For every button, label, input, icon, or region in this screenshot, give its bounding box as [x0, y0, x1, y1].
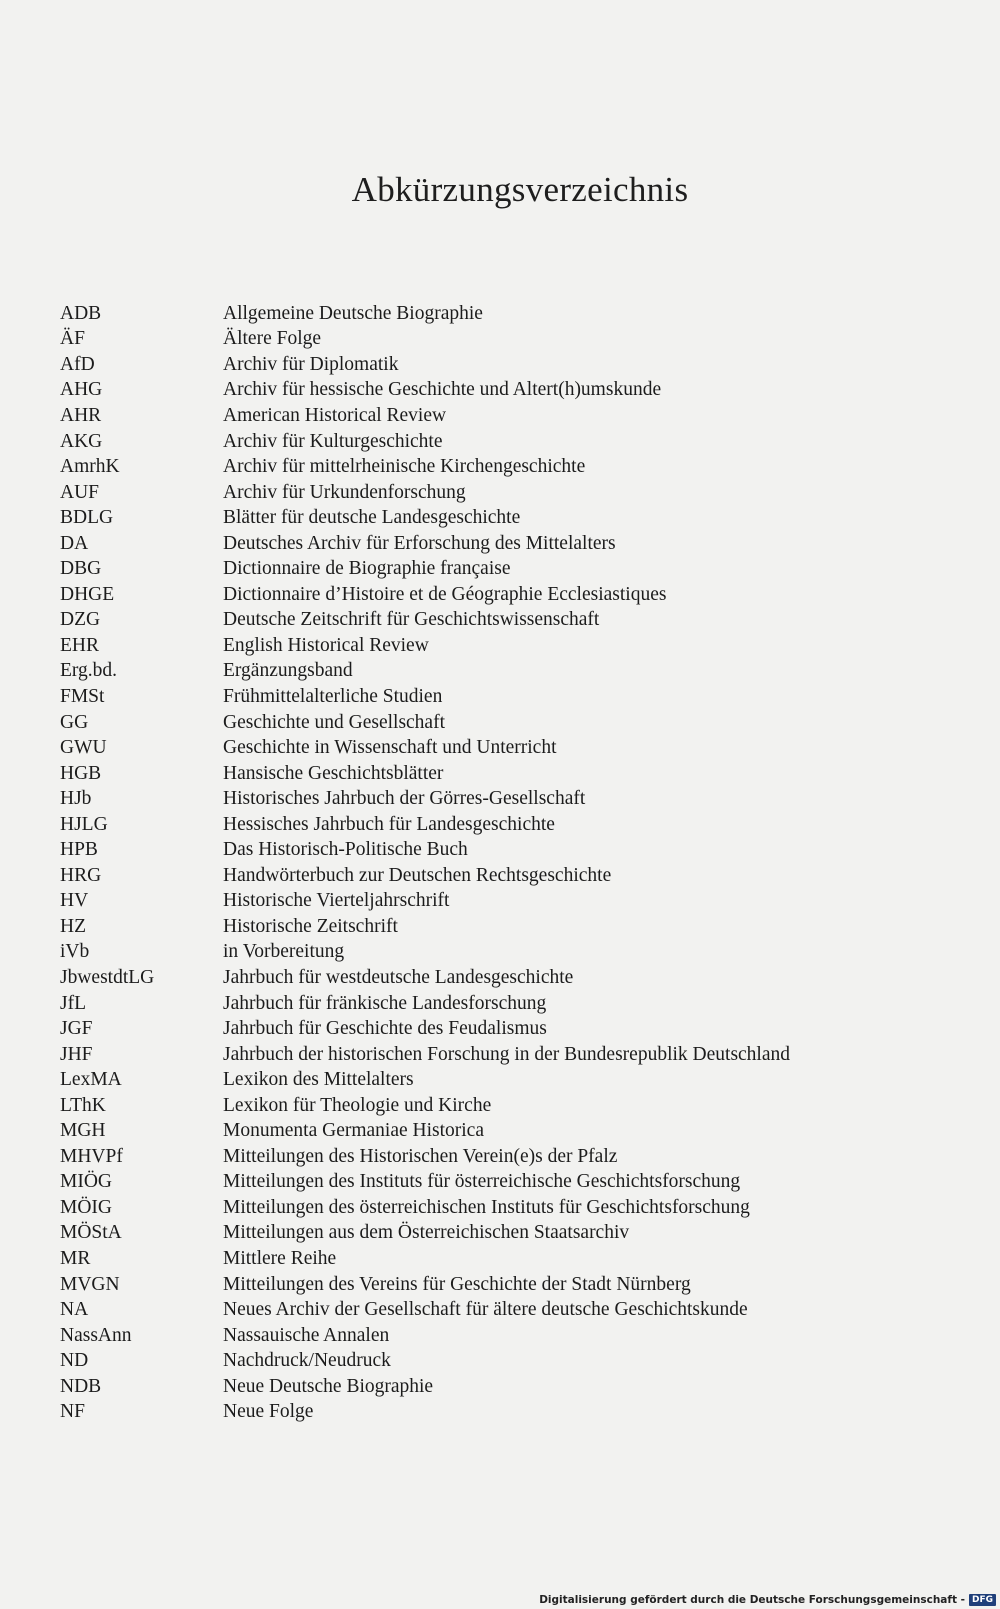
- abbreviation-term: AUF: [60, 481, 100, 503]
- abbreviation-expansion: Neue Folge: [223, 1401, 314, 1423]
- abbreviation-term: AfD: [60, 353, 95, 375]
- abbreviation-entry: [60, 301, 960, 327]
- abbreviation-expansion: Mitteilungen des Instituts für österreichische Geschichtsforschung: [223, 1171, 741, 1193]
- abbreviation-term: DA: [60, 532, 89, 554]
- abbreviation-expansion: Lexikon des Mittelalters: [223, 1069, 414, 1091]
- abbreviation-expansion: in Vorbereitung: [223, 941, 345, 963]
- abbreviation-entry: [60, 914, 960, 940]
- abbreviation-entry: [60, 378, 960, 404]
- abbreviation-term: AHG: [60, 379, 103, 401]
- abbreviation-term: JfL: [60, 992, 86, 1014]
- abbreviation-expansion: Blätter für deutsche Landesgeschichte: [223, 507, 521, 529]
- abbreviation-term: MHVPf: [60, 1145, 123, 1167]
- footer: [539, 1594, 996, 1606]
- abbreviation-term: NF: [60, 1401, 85, 1423]
- abbreviation-entry: [60, 786, 960, 812]
- abbreviation-expansion: Neues Archiv der Gesellschaft für ältere deutsche Geschichtskunde: [223, 1299, 748, 1321]
- abbreviation-entry: [60, 659, 960, 685]
- abbreviation-term: ND: [60, 1350, 89, 1372]
- abbreviation-entry: [60, 1323, 960, 1349]
- abbreviation-expansion: Mitteilungen des österreichischen Instituts für Geschichtsforschung: [223, 1196, 750, 1218]
- dfg-logo: DFG: [969, 1594, 996, 1606]
- abbreviation-entry: [60, 1272, 960, 1298]
- abbreviation-expansion: Dictionnaire de Biographie française: [223, 558, 511, 580]
- abbreviation-expansion: Handwörterbuch zur Deutschen Rechtsgeschichte: [223, 864, 612, 886]
- abbreviation-expansion: Nassauische Annalen: [223, 1324, 390, 1346]
- abbreviation-entry: [60, 735, 960, 761]
- abbreviation-entry: [60, 1093, 960, 1119]
- abbreviation-expansion: Allgemeine Deutsche Biographie: [223, 302, 483, 324]
- abbreviation-entry: [60, 761, 960, 787]
- abbreviation-term: DZG: [60, 609, 101, 631]
- abbreviation-entry: [60, 812, 960, 838]
- abbreviation-expansion: Deutsche Zeitschrift für Geschichtswissenschaft: [223, 609, 600, 631]
- abbreviation-entry: [60, 940, 960, 966]
- abbreviation-expansion: Neue Deutsche Biographie: [223, 1375, 434, 1397]
- abbreviation-entry: [60, 1348, 960, 1374]
- abbreviation-entry: [60, 1170, 960, 1196]
- abbreviation-term: JHF: [60, 1043, 93, 1065]
- abbreviation-entry: [60, 965, 960, 991]
- abbreviation-term: NDB: [60, 1375, 102, 1397]
- abbreviation-term: DHGE: [60, 583, 115, 605]
- abbreviation-expansion: Nachdruck/Neudruck: [223, 1350, 391, 1372]
- abbreviation-term: ADB: [60, 302, 102, 324]
- abbreviation-entry: [60, 710, 960, 736]
- abbreviation-term: EHR: [60, 634, 99, 656]
- abbreviation-expansion: Das Historisch-Politische Buch: [223, 839, 468, 861]
- abbreviation-term: HZ: [60, 915, 86, 937]
- abbreviation-entry: [60, 1221, 960, 1247]
- abbreviation-term: LexMA: [60, 1069, 122, 1091]
- abbreviation-expansion: Geschichte in Wissenschaft und Unterricht: [223, 737, 557, 759]
- abbreviation-entry: [60, 889, 960, 915]
- abbreviation-entry: [60, 556, 960, 582]
- abbreviation-term: HJb: [60, 788, 92, 810]
- abbreviation-expansion: Monumenta Germaniae Historica: [223, 1120, 484, 1142]
- abbreviation-expansion: Historische Vierteljahrschrift: [223, 890, 450, 912]
- abbreviation-entry: [60, 480, 960, 506]
- abbreviation-expansion: Archiv für Kulturgeschichte: [223, 430, 443, 452]
- abbreviation-term: GG: [60, 711, 89, 733]
- abbreviation-expansion: Ergänzungsband: [223, 660, 353, 682]
- abbreviation-entry: [60, 403, 960, 429]
- abbreviation-entry: [60, 1144, 960, 1170]
- abbreviation-term: AKG: [60, 430, 103, 452]
- abbreviation-expansion: Mitteilungen aus dem Österreichischen Staatsarchiv: [223, 1222, 630, 1244]
- abbreviation-entry: [60, 1042, 960, 1068]
- abbreviation-term: FMSt: [60, 685, 105, 707]
- abbreviation-term: MÖStA: [60, 1222, 122, 1244]
- abbreviation-expansion: Geschichte und Gesellschaft: [223, 711, 446, 733]
- abbreviation-entry: [60, 1067, 960, 1093]
- abbreviation-entry: [60, 352, 960, 378]
- abbreviation-term: BDLG: [60, 507, 114, 529]
- abbreviation-term: LThK: [60, 1094, 106, 1116]
- abbreviation-expansion: American Historical Review: [223, 404, 447, 426]
- abbreviation-expansion: Deutsches Archiv für Erforschung des Mittelalters: [223, 532, 616, 554]
- abbreviation-expansion: Archiv für Diplomatik: [223, 353, 399, 375]
- abbreviation-entry: [60, 429, 960, 455]
- abbreviation-term: AmrhK: [60, 456, 120, 478]
- abbreviation-expansion: English Historical Review: [223, 634, 429, 656]
- abbreviation-expansion: Archiv für hessische Geschichte und Altert(h)umskunde: [223, 379, 662, 401]
- abbreviation-entry: [60, 837, 960, 863]
- abbreviation-expansion: Hessisches Jahrbuch für Landesgeschichte: [223, 813, 555, 835]
- abbreviation-term: DBG: [60, 558, 102, 580]
- abbreviation-expansion: Lexikon für Theologie und Kirche: [223, 1094, 492, 1116]
- abbreviation-entry: [60, 505, 960, 531]
- abbreviation-expansion: Archiv für Urkundenforschung: [223, 481, 466, 503]
- abbreviation-expansion: Jahrbuch für Geschichte des Feudalismus: [223, 1018, 547, 1040]
- abbreviation-expansion: Mitteilungen des Historischen Verein(e)s der Pfalz: [223, 1145, 618, 1167]
- abbreviation-list: [60, 301, 960, 1425]
- abbreviation-term: iVb: [60, 941, 90, 963]
- abbreviation-term: MR: [60, 1248, 91, 1269]
- abbreviation-expansion: Historische Zeitschrift: [223, 915, 398, 937]
- abbreviation-entry: [60, 608, 960, 634]
- abbreviation-term: AHR: [60, 404, 102, 426]
- abbreviation-entry: [60, 684, 960, 710]
- abbreviation-expansion: Jahrbuch für fränkische Landesforschung: [223, 992, 547, 1014]
- abbreviation-expansion: Ältere Folge: [223, 328, 322, 350]
- abbreviation-entry: [60, 1016, 960, 1042]
- abbreviation-entry: [60, 1195, 960, 1221]
- abbreviation-entry: [60, 633, 960, 659]
- abbreviation-term: MGH: [60, 1120, 106, 1142]
- abbreviation-entry: [60, 531, 960, 557]
- abbreviation-entry: [60, 991, 960, 1017]
- abbreviation-expansion: Mittlere Reihe: [223, 1248, 337, 1269]
- abbreviation-term: HJLG: [60, 813, 108, 835]
- footer-text: Digitalisierung gefördert durch die Deutsche Forschungsgemeinschaft -: [539, 1594, 965, 1606]
- abbreviation-expansion: Hansische Geschichtsblätter: [223, 762, 444, 784]
- abbreviation-term: MIÖG: [60, 1171, 112, 1193]
- abbreviation-expansion: Dictionnaire d’Histoire et de Géographie Ecclesiastiques: [223, 583, 667, 605]
- abbreviation-term: NA: [60, 1299, 89, 1321]
- abbreviation-entry: [60, 582, 960, 608]
- abbreviation-term: HV: [60, 890, 89, 912]
- abbreviation-term: ÄF: [60, 328, 85, 350]
- abbreviation-entry: [60, 1119, 960, 1145]
- abbreviation-term: HPB: [60, 839, 98, 861]
- abbreviation-entry: [60, 1374, 960, 1400]
- abbreviation-term: MVGN: [60, 1273, 120, 1295]
- abbreviation-entry: [60, 454, 960, 480]
- abbreviation-term: Erg.bd.: [60, 660, 118, 682]
- abbreviation-term: NassAnn: [60, 1324, 132, 1346]
- abbreviation-term: HGB: [60, 762, 102, 784]
- abbreviation-term: MÖIG: [60, 1196, 112, 1218]
- abbreviation-term: JbwestdtLG: [60, 966, 155, 988]
- abbreviation-entry: [60, 1246, 960, 1272]
- page-title: Abkürzungsverzeichnis: [351, 170, 689, 209]
- abbreviation-expansion: Archiv für mittelrheinische Kirchengeschichte: [223, 456, 586, 478]
- abbreviation-entry: [60, 863, 960, 889]
- abbreviation-expansion: Frühmittelalterliche Studien: [223, 685, 443, 707]
- abbreviation-term: HRG: [60, 864, 102, 886]
- abbreviation-expansion: Jahrbuch für westdeutsche Landesgeschichte: [223, 966, 574, 988]
- abbreviation-term: GWU: [60, 737, 107, 759]
- abbreviation-entry: [60, 1400, 960, 1426]
- abbreviation-expansion: Jahrbuch der historischen Forschung in der Bundesrepublik Deutschland: [223, 1043, 791, 1065]
- abbreviation-term: JGF: [60, 1018, 93, 1040]
- abbreviation-entry: [60, 327, 960, 353]
- abbreviation-entry: [60, 1297, 960, 1323]
- abbreviation-expansion: Mitteilungen des Vereins für Geschichte der Stadt Nürnberg: [223, 1273, 691, 1295]
- abbreviation-expansion: Historisches Jahrbuch der Görres-Gesellschaft: [223, 788, 586, 810]
